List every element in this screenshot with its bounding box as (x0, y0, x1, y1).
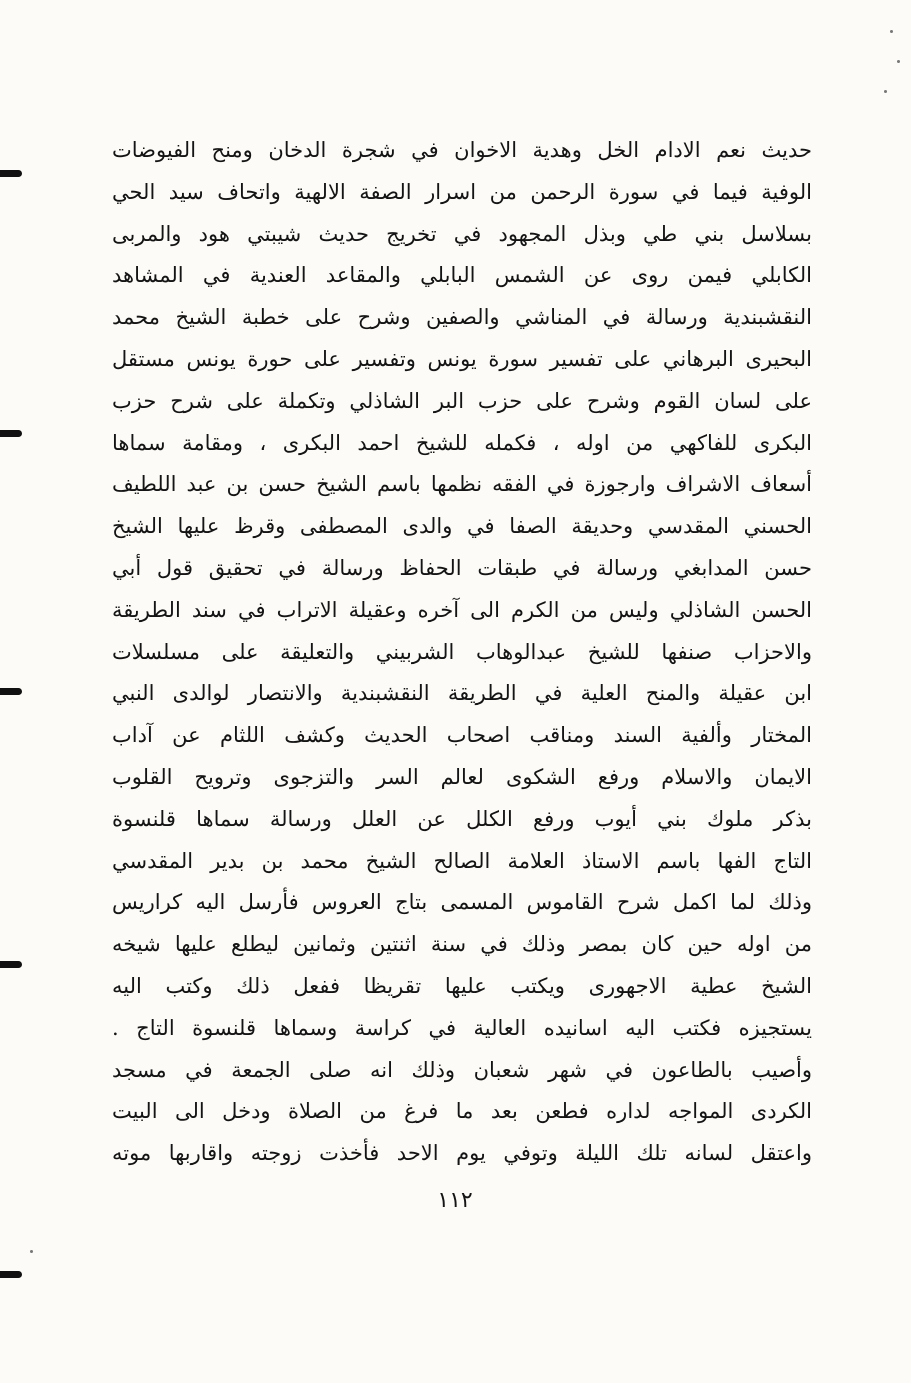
text-line: ابن عقيلة والمنح العلية في الطريقة النقشبندية والانتصار لوالدى النبي (112, 681, 812, 706)
body-text (112, 130, 812, 1175)
page-number: ١١٢ (437, 1188, 473, 1213)
text-line: التاج الفها باسم الاستاذ العلامة الصالح الشيخ محمد بن بدير المقدسي (112, 848, 812, 873)
text-line: حديث نعم الادام الخل وهدية الاخوان في شجرة الدخان ومنح الفيوضات (112, 138, 812, 162)
text-line: على لسان القوم وشرح على حزب البر الشاذلي وتكملة على شرح حزب (112, 388, 812, 413)
text-line: الكابلي فيمن روى عن الشمس البابلي والمقاعد العندية في المشاهد (112, 263, 812, 288)
scan-speck (30, 1250, 33, 1253)
binding-mark (0, 961, 22, 968)
text-line: الكردى المواجه لداره فطعن بعد ما فرغ من الصلاة ودخل الى البيت (112, 1099, 812, 1124)
text-line: من اوله حين كان بمصر وذلك في سنة اثنتين وثمانين ليطلع عليها شيخه (112, 932, 812, 957)
text-line: بسلاسل بني طي وبذل المجهود في تخريج حديث شيبتي هود والمربى (112, 221, 812, 246)
text-line: واعتقل لسانه تلك الليلة وتوفي يوم الاحد فأخذت زوجته واقاربها موته (112, 1141, 812, 1166)
binding-mark (0, 1271, 22, 1278)
text-line: أسعاف الاشراف وارجوزة في الفقه نظمها باسم الشيخ حسن بن عبد اللطيف (112, 472, 812, 497)
text-line: الحسن الشاذلي وليس من الكرم الى آخره وعقيلة الاتراب في سند الطريقة (112, 597, 812, 622)
text-line: والاحزاب صنفها للشيخ عبدالوهاب الشربيني والتعليقة على مسلسلات (112, 639, 812, 664)
text-line: الوفية فيما في سورة الرحمن من اسرار الصفة الالهية واتحاف سيد الحي (112, 179, 812, 204)
text-line: النقشبندية ورسالة في المناشي والصفين وشرح على خطبة الشيخ محمد (112, 305, 812, 330)
text-line: حسن المدابغي ورسالة في طبقات الحفاظ ورسالة في تحقيق قول أبي (112, 555, 812, 580)
scan-speck (890, 30, 893, 33)
text-line: الحسني المقدسي وحديقة الصفا في والدى المصطفى وقرظ عليها الشيخ (112, 514, 812, 539)
text-line: وأصيب بالطاعون في شهر شعبان وذلك انه صلى الجمعة في مسجد (112, 1057, 812, 1082)
text-line: يستجيزه فكتب اليه اسانيده العالية في كراسة وسماها قلنسوة التاج . (112, 1015, 812, 1040)
scan-speck (884, 90, 887, 93)
text-line: البكرى للفاكهي من اوله ، فكمله للشيخ احمد البكرى ، ومقامة سماها (112, 430, 812, 455)
text-line: وذلك لما اكمل شرح القاموس المسمى بتاج العروس فأرسل اليه كراريس (112, 890, 812, 915)
text-line: الايمان والاسلام ورفع الشكوى لعالم السر والتزجوى وترويح القلوب (112, 764, 812, 789)
binding-mark (0, 688, 22, 695)
text-line: المختار وألفية السند ومناقب اصحاب الحديث وكشف اللثام عن آداب (112, 723, 812, 748)
binding-mark (0, 170, 22, 177)
text-line: البحيرى البرهاني على تفسير سورة يونس وتفسير على حورة يونس مستقل (112, 346, 812, 371)
binding-mark (0, 430, 22, 437)
scan-speck (897, 60, 900, 63)
text-line: بذكر ملوك بني أيوب ورفع الكلل عن العلل ورسالة سماها قلنسوة (112, 806, 812, 831)
text-line: الشيخ عطية الاجهورى ويكتب عليها تقريظا ففعل ذلك وكتب اليه (112, 973, 812, 998)
